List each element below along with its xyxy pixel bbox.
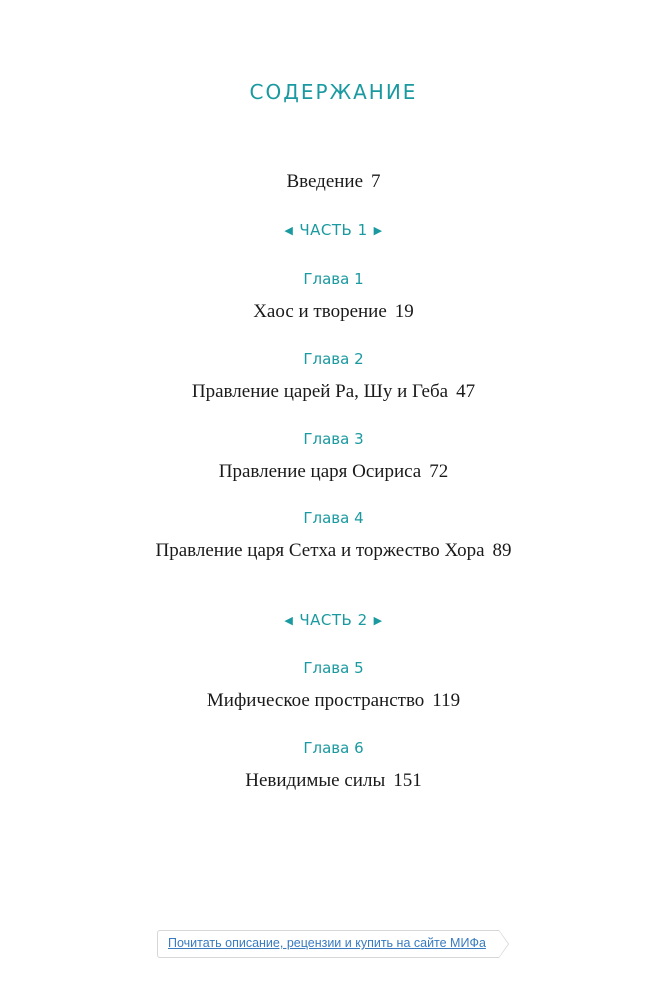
entry-page-number: 119	[432, 690, 461, 711]
triangle-left-icon: ◀	[284, 614, 294, 627]
entry-title: Правление царя Осириса	[218, 461, 422, 482]
mif-link-banner	[157, 930, 499, 958]
entry-page-number: 89	[492, 540, 512, 561]
entry-page-number: 72	[429, 461, 449, 482]
entry-page-number: 7	[371, 171, 381, 192]
chapter-label-6: Глава 6	[303, 739, 364, 757]
toc-entry-chapter-3	[0, 460, 667, 484]
chapter-label-5: Глава 5	[303, 659, 364, 677]
triangle-right-icon: ▶	[373, 224, 383, 237]
chapter-label-4: Глава 4	[303, 509, 364, 527]
entry-page-number: 19	[394, 301, 414, 322]
part-heading-2	[0, 610, 667, 631]
toc-entry-chapter-5	[0, 689, 667, 713]
page-title: СОДЕРЖАНИЕ	[249, 80, 418, 104]
toc-entry-chapter-2	[0, 380, 667, 404]
entry-page-number: 47	[456, 381, 476, 402]
part-heading-1	[0, 220, 667, 241]
triangle-left-icon: ◀	[284, 224, 294, 237]
part-label: ЧАСТЬ 1	[299, 221, 368, 239]
entry-title: Правление царя Сетха и торжество Хора	[155, 540, 485, 561]
chapter-label-1: Глава 1	[303, 270, 364, 288]
toc-entry-chapter-1	[0, 300, 667, 324]
entry-title: Введение	[286, 171, 364, 192]
entry-title: Хаос и творение	[253, 301, 387, 322]
entry-title: Правление царей Ра, Шу и Геба	[191, 381, 449, 402]
toc-entry-chapter-4	[0, 539, 667, 563]
toc-entry-intro	[0, 170, 667, 194]
part-label: ЧАСТЬ 2	[299, 611, 368, 629]
toc-entry-chapter-6	[0, 769, 667, 793]
mif-site-link[interactable]: Почитать описание, рецензии и купить на сайте МИФа	[168, 936, 486, 950]
chapter-label-2: Глава 2	[303, 350, 364, 368]
entry-page-number: 151	[393, 770, 422, 791]
triangle-right-icon: ▶	[373, 614, 383, 627]
chapter-label-3: Глава 3	[303, 430, 364, 448]
entry-title: Мифическое пространство	[206, 690, 425, 711]
entry-title: Невидимые силы	[245, 770, 386, 791]
